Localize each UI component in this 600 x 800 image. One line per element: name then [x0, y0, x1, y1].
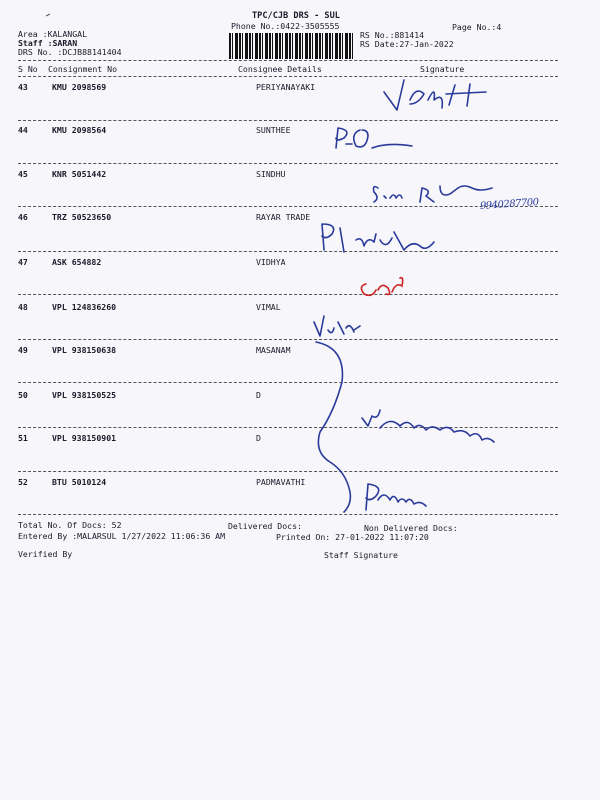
col-header-consignee: Consignee Details: [238, 64, 322, 74]
col-header-sno: S No: [18, 64, 38, 74]
report-title: TPC/CJB DRS - SUL: [252, 11, 340, 21]
entered-by: Entered By :MALARSUL 1/27/2022 11:06:36 AM: [18, 531, 226, 541]
row-consignment: VPL 938150525: [52, 390, 117, 400]
row-consignee: VIDHYA: [256, 257, 286, 267]
total-docs: Total No. Of Docs: 52: [18, 520, 122, 530]
signature-d: [362, 410, 494, 442]
row-consignment: KMU 2098569: [52, 82, 107, 92]
signature-vimal: [314, 316, 360, 336]
row-consignment: TRZ 50523650: [52, 212, 112, 222]
signature-sindhu: [374, 186, 493, 202]
non-delivered-docs: Non Delivered Docs:: [364, 523, 458, 533]
row-sno: 52: [18, 477, 28, 487]
signature-sunthee: [336, 128, 412, 148]
row-consignee: RAYAR TRADE: [256, 212, 311, 222]
phone-number: Phone No.:0422-3505555: [231, 21, 340, 31]
row-consignee: D: [256, 433, 261, 443]
signature-padmavathi: [366, 484, 426, 510]
signature-periyanayaki: [384, 80, 486, 110]
bracket-line: [316, 342, 350, 512]
row-sno: 48: [18, 302, 28, 312]
staff-signature: Staff Signature: [324, 550, 398, 560]
row-sno: 51: [18, 433, 28, 443]
col-header-consignment: Consignment No: [48, 64, 118, 74]
row-sno: 46: [18, 212, 28, 222]
row-sno: 45: [18, 169, 28, 179]
rs-number: RS No.:881414: [360, 30, 425, 40]
row-sno: 43: [18, 82, 28, 92]
area-label: Area :KALANGAL: [18, 29, 88, 39]
signature-rayar-trade: [322, 224, 434, 252]
page-number: Page No.:4: [452, 22, 502, 32]
row-consignment: KMU 2098564: [52, 125, 107, 135]
row-consignment: VPL 124836260: [52, 302, 117, 312]
row-consignment: KNR 5051442: [52, 169, 107, 179]
row-sno: 44: [18, 125, 28, 135]
row-consignee: PERIYANAYAKI: [256, 82, 316, 92]
handwritten-phone-note: 9940287700: [479, 196, 539, 213]
drs-number: DRS No. :DCJB88141404: [18, 47, 122, 57]
row-consignment: ASK 654882: [52, 257, 102, 267]
row-consignee: VIMAL: [256, 302, 281, 312]
signature-vidhya: [361, 278, 402, 296]
row-sno: 49: [18, 345, 28, 355]
col-header-signature: Signature: [420, 64, 465, 74]
verified-by: Verified By: [18, 549, 73, 559]
row-consignee: D: [256, 390, 261, 400]
row-consignee: MASANAM: [256, 345, 291, 355]
rs-date: RS Date:27-Jan-2022: [360, 39, 454, 49]
row-sno: 47: [18, 257, 28, 267]
row-consignment: BTU 5010124: [52, 477, 107, 487]
delivered-docs: Delivered Docs:: [228, 521, 302, 531]
corner-mark: [46, 14, 50, 16]
row-sno: 50: [18, 390, 28, 400]
row-consignee: SUNTHEE: [256, 125, 291, 135]
row-consignment: VPL 938150901: [52, 433, 117, 443]
row-consignee: PADMAVATHI: [256, 477, 306, 487]
row-consignee: SINDHU: [256, 169, 286, 179]
printed-on: Printed On: 27-01-2022 11:07:20: [276, 532, 429, 542]
staff-label: Staff :SARAN: [18, 38, 78, 48]
row-consignment: VPL 938150638: [52, 345, 117, 355]
